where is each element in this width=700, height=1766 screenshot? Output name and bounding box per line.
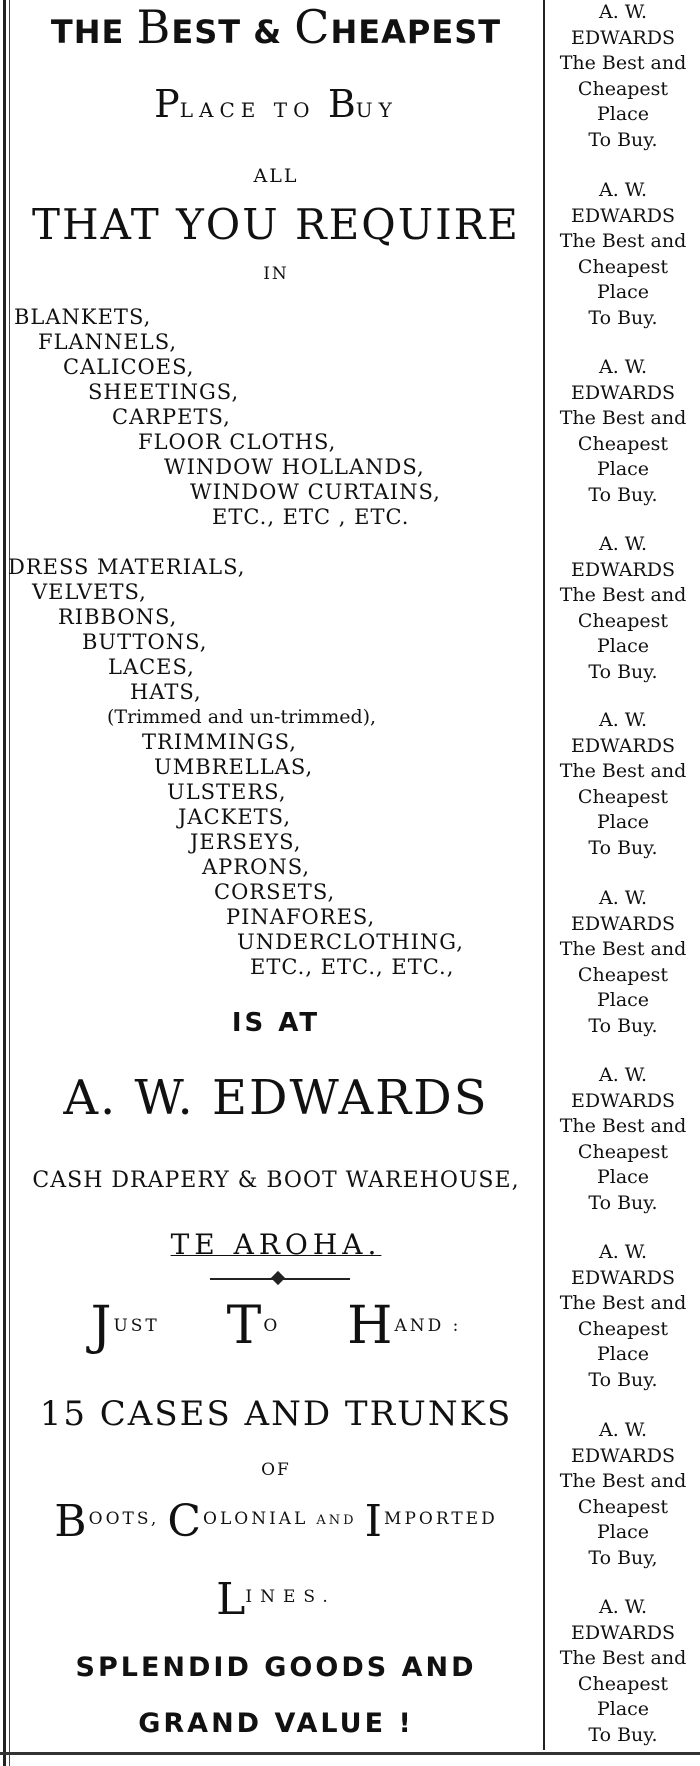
main-column: [8, 0, 540, 1766]
list-item: JERSEYS,: [190, 830, 302, 854]
list-item: APRONS,: [202, 855, 311, 879]
list-item: LACES,: [108, 655, 195, 679]
list-item: ETC., ETC., ETC.,: [250, 955, 455, 979]
cases-and-trunks: 15 CASES AND TRUNKS: [39, 1394, 513, 1434]
list-item: PINAFORES,: [226, 905, 376, 929]
list-item: VELVETS,: [32, 580, 147, 604]
boots-colonial-imported: BOOTS, COLONIAL $^{AND}$ IMPORTED: [54, 1496, 498, 1547]
left-border-rule: [3, 0, 6, 1766]
that-you-require: THAT YOU REQUIRE: [32, 200, 520, 249]
list-item: CALICOES,: [63, 355, 195, 379]
side-block: A. W. EDWARDS The Best and Cheapest Place To Buy.: [559, 533, 687, 683]
side-block: A. W. EDWARDS The Best and Cheapest Place To Buy.: [559, 709, 687, 859]
side-block: A. W. EDWARDS The Best and Cheapest Place To Buy.: [559, 179, 687, 329]
splendid-goods: SPLENDID GOODS AND: [75, 1652, 477, 1683]
list-item: BLANKETS,: [14, 305, 152, 329]
just-to-hand: $J^{UST}$ $T^O$ $H^{AND :}$: [90, 1296, 462, 1356]
headline-best-cheapest: THE BEST & CHEAPEST: [50, 0, 502, 54]
side-block: A. W. EDWARDS The Best and Cheapest Place To Buy.: [559, 887, 687, 1037]
is-at: IS AT: [231, 1008, 321, 1038]
list-item: ULSTERS,: [167, 780, 287, 804]
left-border-rule-thin: [9, 0, 10, 1766]
side-block: A. W. EDWARDS The Best and Cheapest Place To Buy.: [559, 1241, 687, 1391]
column-divider: [543, 0, 545, 1750]
list-item: SHEETINGS,: [88, 380, 240, 404]
word-all: ALL: [253, 165, 299, 187]
list-item: UNDERCLOTHING,: [237, 930, 464, 954]
side-block: A. W. EDWARDS The Best and Cheapest Place To Buy,: [559, 1419, 687, 1569]
side-block: A. W. EDWARDS The Best and Cheapest Place To Buy.: [559, 356, 687, 506]
list-item: ETC., ETC , ETC.: [212, 505, 410, 529]
word-in: IN: [263, 264, 289, 284]
list-item: BUTTONS,: [82, 630, 208, 654]
merchant-name: A. W. EDWARDS: [63, 1070, 489, 1126]
list-item: CARPETS,: [112, 405, 231, 429]
list-item: FLOOR CLOTHS,: [138, 430, 337, 454]
list-item: DRESS MATERIALS,: [8, 555, 246, 579]
list-item: JACKETS,: [178, 805, 291, 829]
lines: LINES.: [216, 1574, 336, 1625]
grand-value: GRAND VALUE !: [138, 1708, 414, 1739]
ornament-diamond: [271, 1271, 285, 1285]
list-item: UMBRELLAS,: [154, 755, 314, 779]
side-column: [546, 0, 700, 1750]
side-block: A. W. EDWARDS The Best and Cheapest Place To Buy.: [559, 1064, 687, 1214]
word-of: OF: [261, 1460, 291, 1480]
place-to-buy: PLACE TO BUY: [154, 82, 398, 126]
list-item: WINDOW HOLLANDS,: [164, 455, 425, 479]
side-block: A. W. EDWARDS The Best and Cheapest Place To Buy.: [559, 1596, 687, 1746]
list-item: TRIMMINGS,: [142, 730, 297, 754]
warehouse-line: CASH DRAPERY & BOOT WAREHOUSE,: [32, 1168, 520, 1193]
list-item: RIBBONS,: [58, 605, 178, 629]
list-item: FLANNELS,: [38, 330, 178, 354]
list-item: (Trimmed and un-trimmed),: [107, 706, 377, 728]
town-name: TE AROHA.: [170, 1228, 382, 1261]
list-item: WINDOW CURTAINS,: [190, 480, 441, 504]
list-item: HATS,: [130, 680, 202, 704]
list-item: CORSETS,: [214, 880, 336, 904]
side-block: A. W. EDWARDS The Best and Cheapest Place To Buy.: [559, 1, 687, 151]
